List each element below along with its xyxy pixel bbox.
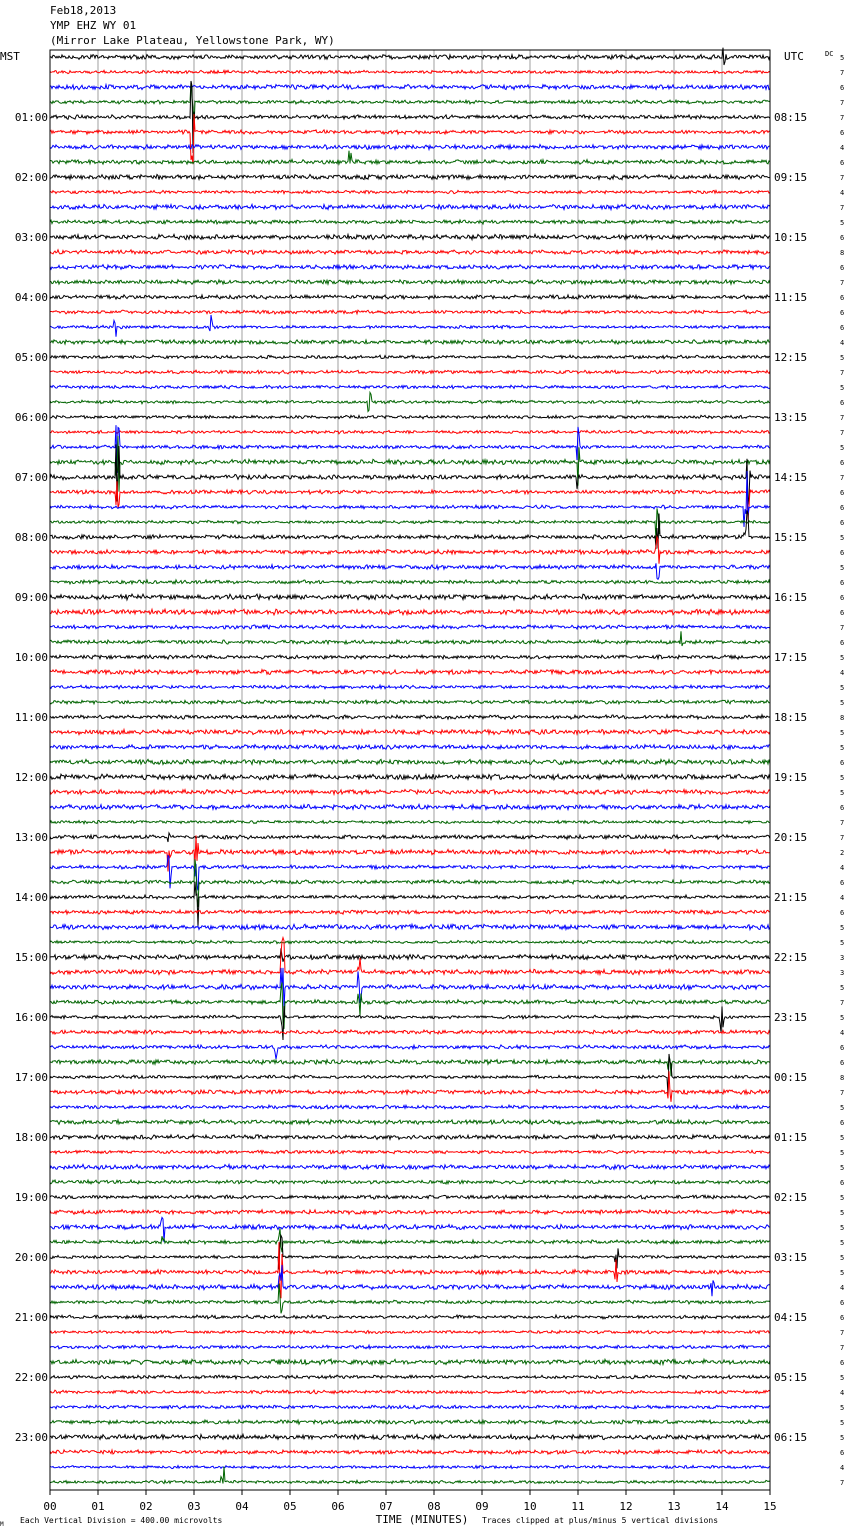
mst-axis-title: MST <box>0 50 20 63</box>
seismic-trace <box>50 370 770 374</box>
dc-offset-value: 7 <box>840 429 845 437</box>
utc-hour-label: 18:15 <box>774 711 808 724</box>
dc-offset-value: 7 <box>840 819 845 827</box>
clip-note: Traces clipped at plus/minus 5 vertical divisions <box>482 1516 719 1525</box>
dc-offset-value: 5 <box>840 1134 845 1142</box>
dc-offset-value: 5 <box>840 939 845 947</box>
utc-hour-label: 21:15 <box>774 891 808 904</box>
x-tick-label: 09 <box>475 1500 489 1513</box>
utc-hour-label: 06:15 <box>774 1431 808 1444</box>
seismic-trace <box>50 745 770 750</box>
mst-hour-label: 12:00 <box>14 771 48 784</box>
seismic-trace <box>50 729 770 734</box>
dc-offset-value: 6 <box>840 264 845 272</box>
seismic-trace <box>50 609 770 615</box>
dc-offset-value: 4 <box>840 1029 845 1037</box>
dc-offset-value: 5 <box>840 1194 845 1202</box>
x-tick-label: 01 <box>91 1500 105 1513</box>
mst-hour-label: 08:00 <box>14 531 48 544</box>
mst-hour-label: 09:00 <box>14 591 48 604</box>
seismic-trace <box>50 625 770 629</box>
dc-offset-value: 6 <box>840 399 845 407</box>
utc-hour-label: 17:15 <box>774 651 808 664</box>
dc-offset-value: 6 <box>840 639 845 647</box>
seismic-trace <box>50 1450 770 1454</box>
dc-offset-value: 5 <box>840 1374 845 1382</box>
dc-offset-value: 4 <box>840 339 845 347</box>
dc-offset-value: 2 <box>840 849 845 857</box>
seismic-trace <box>50 355 770 358</box>
mst-hour-label: 20:00 <box>14 1251 48 1264</box>
seismic-trace <box>50 563 770 579</box>
dc-offset-value: 5 <box>840 1164 845 1172</box>
label-layer <box>0 50 844 1528</box>
dc-offset-value: 5 <box>840 729 845 737</box>
dc-offset-value: 6 <box>840 459 845 467</box>
dc-offset-value: 5 <box>840 354 845 362</box>
utc-hour-label: 04:15 <box>774 1311 808 1324</box>
x-tick-label: 12 <box>619 1500 633 1513</box>
dc-offset-value: 6 <box>840 324 845 332</box>
seismic-trace <box>50 804 770 809</box>
mst-hour-label: 18:00 <box>14 1131 48 1144</box>
seismic-trace <box>50 81 770 128</box>
seismic-trace <box>50 833 770 842</box>
dc-offset-value: 5 <box>840 984 845 992</box>
seismic-trace <box>50 1210 770 1215</box>
seismic-trace <box>50 415 770 418</box>
x-tick-label: 03 <box>187 1500 201 1513</box>
seismic-trace <box>50 1359 770 1364</box>
seismic-trace <box>50 580 770 584</box>
dc-offset-value: 5 <box>840 54 845 62</box>
seismic-trace <box>50 220 770 224</box>
dc-offset-value: 5 <box>840 1404 845 1412</box>
dc-offset-value: 6 <box>840 1059 845 1067</box>
x-tick-label: 05 <box>283 1500 297 1513</box>
seismic-trace <box>50 315 770 337</box>
mst-hour-label: 14:00 <box>14 891 48 904</box>
dc-offset-value: 6 <box>840 309 845 317</box>
dc-offset-value: 6 <box>840 234 845 242</box>
dc-offset-value: 4 <box>840 864 845 872</box>
dc-offset-value: 6 <box>840 1119 845 1127</box>
dc-offset-value: 6 <box>840 1314 845 1322</box>
x-tick-label: 11 <box>571 1500 585 1513</box>
seismic-trace <box>50 1045 770 1059</box>
seismic-trace <box>50 1467 770 1484</box>
mst-hour-label: 17:00 <box>14 1071 48 1084</box>
dc-offset-value: 5 <box>840 744 845 752</box>
seismic-trace <box>50 175 770 180</box>
dc-offset-value: 6 <box>840 1044 845 1052</box>
dc-offset-value: 6 <box>840 294 845 302</box>
dc-offset-value: 6 <box>840 579 845 587</box>
utc-hour-label: 13:15 <box>774 411 808 424</box>
dc-offset-value: 4 <box>840 1389 845 1397</box>
dc-offset-value: 6 <box>840 1179 845 1187</box>
seismic-trace <box>50 1150 770 1153</box>
utc-hour-label: 12:15 <box>774 351 808 364</box>
seismic-trace <box>50 685 770 689</box>
dc-offset-value: 7 <box>840 279 845 287</box>
seismic-trace <box>50 436 770 492</box>
dc-offset-value: 7 <box>840 834 845 842</box>
x-tick-label: 14 <box>715 1500 729 1513</box>
dc-offset-value: 5 <box>840 219 845 227</box>
dc-offset-value: 5 <box>840 444 845 452</box>
dc-offset-value: 7 <box>840 1344 845 1352</box>
mst-hour-label: 03:00 <box>14 231 48 244</box>
x-tick-label: 00 <box>43 1500 57 1513</box>
dc-offset-value: 6 <box>840 159 845 167</box>
seismic-trace <box>50 1135 770 1140</box>
dc-offset-value: 5 <box>840 1434 845 1442</box>
dc-offset-value: 6 <box>840 909 845 917</box>
seismic-trace <box>50 1375 770 1379</box>
x-tick-label: 08 <box>427 1500 441 1513</box>
seismic-trace <box>50 910 770 914</box>
mst-hour-label: 15:00 <box>14 951 48 964</box>
x-tick-label: 04 <box>235 1500 249 1513</box>
dc-offset-value: 4 <box>840 189 845 197</box>
mst-hour-label: 02:00 <box>14 171 48 184</box>
mst-hour-label: 11:00 <box>14 711 48 724</box>
dc-offset-value: 4 <box>840 1464 845 1472</box>
seismic-trace <box>50 1228 770 1252</box>
dc-offset-value: 6 <box>840 489 845 497</box>
dc-offset-value: 6 <box>840 1299 845 1307</box>
dc-offset-value: 5 <box>840 684 845 692</box>
dc-offset-value: 5 <box>840 564 845 572</box>
seismic-trace <box>50 385 770 388</box>
seismic-trace <box>50 310 770 314</box>
dc-label: DC <box>825 50 834 58</box>
seismic-trace <box>50 481 770 520</box>
seismic-trace <box>50 1217 770 1242</box>
seismic-trace <box>50 789 770 794</box>
utc-hour-label: 02:15 <box>774 1191 808 1204</box>
seismic-trace <box>50 948 770 961</box>
dc-offset-value: 4 <box>840 894 845 902</box>
dc-offset-value: 6 <box>840 549 845 557</box>
mst-hour-label: 13:00 <box>14 831 48 844</box>
dc-offset-value: 7 <box>840 69 845 77</box>
utc-hour-label: 01:15 <box>774 1131 808 1144</box>
mst-hour-label: 06:00 <box>14 411 48 424</box>
x-axis-title: TIME (MINUTES) <box>375 1513 469 1526</box>
dc-offset-value: 7 <box>840 1329 845 1337</box>
x-tick-label: 13 <box>667 1500 681 1513</box>
utc-hour-label: 14:15 <box>774 471 808 484</box>
chart-date: Feb18,2013 <box>50 4 117 17</box>
seismic-trace <box>50 145 770 150</box>
dc-offset-value: 6 <box>840 879 845 887</box>
seismic-trace <box>50 715 770 719</box>
seismic-trace <box>50 655 770 659</box>
mst-hour-label: 16:00 <box>14 1011 48 1024</box>
dc-offset-value: 5 <box>840 1149 845 1157</box>
mst-hour-label: 07:00 <box>14 471 48 484</box>
seismic-trace <box>50 393 770 412</box>
utc-hour-label: 19:15 <box>774 771 808 784</box>
seismic-trace <box>50 856 770 891</box>
utc-hour-label: 11:15 <box>774 291 808 304</box>
dc-offset-value: 7 <box>840 414 845 422</box>
dc-offset-value: 6 <box>840 519 845 527</box>
dc-offset-value: 5 <box>840 774 845 782</box>
dc-offset-value: 7 <box>840 1089 845 1097</box>
seismic-trace <box>50 1465 770 1468</box>
mst-hour-label: 10:00 <box>14 651 48 664</box>
x-tick-label: 02 <box>139 1500 153 1513</box>
dc-offset-value: 6 <box>840 1359 845 1367</box>
seismic-trace <box>50 510 770 549</box>
dc-offset-value: 6 <box>840 594 845 602</box>
seismic-trace <box>50 190 770 193</box>
seismic-trace <box>50 1330 770 1333</box>
dc-offset-value: 5 <box>840 1269 845 1277</box>
seismic-trace <box>50 924 770 929</box>
dc-offset-value: 7 <box>840 624 845 632</box>
seismic-trace <box>50 1405 770 1409</box>
x-tick-label: 10 <box>523 1500 537 1513</box>
dc-offset-value: 6 <box>840 84 845 92</box>
mst-hour-label: 21:00 <box>14 1311 48 1324</box>
dc-offset-value: 4 <box>840 669 845 677</box>
dc-offset-value: 5 <box>840 1104 845 1112</box>
dc-offset-value: 5 <box>840 1419 845 1427</box>
seismic-trace <box>50 151 770 165</box>
seismic-trace <box>50 1120 770 1125</box>
seismic-trace <box>50 340 770 345</box>
seismic-trace <box>50 1236 770 1270</box>
trace-layer <box>50 48 770 1484</box>
dc-offset-value: 5 <box>840 384 845 392</box>
mst-hour-label: 04:00 <box>14 291 48 304</box>
dc-offset-value: 4 <box>840 144 845 152</box>
dc-offset-value: 4 <box>840 1284 845 1292</box>
seismic-trace <box>50 835 770 871</box>
dc-offset-value: 5 <box>840 534 845 542</box>
dc-offset-value: 7 <box>840 474 845 482</box>
seismic-trace <box>50 820 770 823</box>
mst-hour-label: 22:00 <box>14 1371 48 1384</box>
seismic-trace <box>50 700 770 704</box>
x-tick-label: 07 <box>379 1500 393 1513</box>
dc-offset-value: 7 <box>840 1479 845 1487</box>
dc-offset-value: 8 <box>840 1074 845 1082</box>
seismic-trace <box>50 1056 770 1076</box>
utc-axis-title: UTC <box>784 50 804 63</box>
seismic-trace <box>50 940 770 943</box>
mst-hour-label: 05:00 <box>14 351 48 364</box>
dc-offset-value: 6 <box>840 759 845 767</box>
dc-offset-value: 7 <box>840 999 845 1007</box>
dc-offset-value: 6 <box>840 504 845 512</box>
seismic-trace <box>50 1390 770 1394</box>
seismic-trace <box>50 1164 770 1169</box>
footer-mark: M <box>0 1521 4 1528</box>
seismic-trace <box>50 537 770 564</box>
dc-offset-value: 7 <box>840 204 845 212</box>
utc-hour-label: 10:15 <box>774 231 808 244</box>
seismic-trace <box>50 1242 770 1298</box>
seismic-trace <box>50 1030 770 1034</box>
dc-offset-value: 5 <box>840 1209 845 1217</box>
seismic-trace <box>50 1345 770 1349</box>
seismic-trace <box>50 882 770 927</box>
seismic-trace <box>50 295 770 299</box>
dc-offset-value: 5 <box>840 789 845 797</box>
dc-offset-value: 3 <box>840 954 845 962</box>
seismic-trace <box>50 1420 770 1424</box>
utc-hour-label: 05:15 <box>774 1371 808 1384</box>
utc-hour-label: 00:15 <box>774 1071 808 1084</box>
x-tick-label: 06 <box>331 1500 345 1513</box>
utc-hour-label: 20:15 <box>774 831 808 844</box>
seismic-trace <box>50 631 770 646</box>
utc-hour-label: 16:15 <box>774 591 808 604</box>
seismic-trace <box>50 84 770 89</box>
seismic-trace <box>50 859 770 907</box>
utc-hour-label: 03:15 <box>774 1251 808 1264</box>
dc-offset-value: 5 <box>840 1239 845 1247</box>
dc-offset-value: 6 <box>840 1449 845 1457</box>
seismic-trace <box>50 70 770 74</box>
dc-offset-value: 5 <box>840 1224 845 1232</box>
seismic-trace <box>50 1180 770 1184</box>
utc-hour-label: 09:15 <box>774 171 808 184</box>
utc-hour-label: 22:15 <box>774 951 808 964</box>
dc-offset-value: 5 <box>840 654 845 662</box>
dc-offset-value: 5 <box>840 699 845 707</box>
seismic-trace <box>50 759 770 764</box>
dc-offset-value: 7 <box>840 114 845 122</box>
utc-hour-label: 08:15 <box>774 111 808 124</box>
seismic-trace <box>50 114 770 164</box>
mst-hour-label: 19:00 <box>14 1191 48 1204</box>
seismic-trace <box>50 280 770 285</box>
utc-hour-label: 15:15 <box>774 531 808 544</box>
seismic-trace <box>50 430 770 433</box>
seismic-trace <box>50 670 770 675</box>
seismic-trace <box>50 265 770 270</box>
seismic-trace <box>50 81 770 153</box>
x-tick-label: 15 <box>763 1500 777 1513</box>
utc-hour-label: 23:15 <box>774 1011 808 1024</box>
seismic-trace <box>50 594 770 600</box>
seismic-trace <box>50 1105 770 1109</box>
seismic-trace <box>50 250 770 255</box>
seismic-trace <box>50 508 770 540</box>
dc-offset-value: 5 <box>840 1254 845 1262</box>
mst-hour-label: 23:00 <box>14 1431 48 1444</box>
mst-hour-label: 01:00 <box>14 111 48 124</box>
seismic-trace <box>50 444 770 504</box>
seismic-trace <box>50 234 770 239</box>
seismic-trace <box>50 1434 770 1439</box>
seismic-trace <box>50 204 770 209</box>
dc-offset-value: 5 <box>840 924 845 932</box>
scale-note: Each Vertical Division = 400.00 microvolts <box>20 1516 223 1525</box>
station-location: (Mirror Lake Plateau, Yellowstone Park, WY) <box>50 34 335 47</box>
dc-offset-value: 6 <box>840 609 845 617</box>
dc-offset-value: 7 <box>840 174 845 182</box>
seismic-trace <box>50 774 770 780</box>
dc-offset-value: 8 <box>840 714 845 722</box>
dc-offset-value: 6 <box>840 804 845 812</box>
dc-offset-value: 7 <box>840 369 845 377</box>
dc-offset-value: 7 <box>840 99 845 107</box>
dc-offset-value: 3 <box>840 969 845 977</box>
seismic-trace <box>50 1315 770 1319</box>
dc-offset-value: 8 <box>840 249 845 257</box>
dc-offset-value: 6 <box>840 129 845 137</box>
seismic-trace <box>50 1195 770 1199</box>
station-title: YMP EHZ WY 01 <box>50 19 137 32</box>
dc-offset-value: 5 <box>840 1014 845 1022</box>
seismic-trace <box>50 1006 770 1040</box>
